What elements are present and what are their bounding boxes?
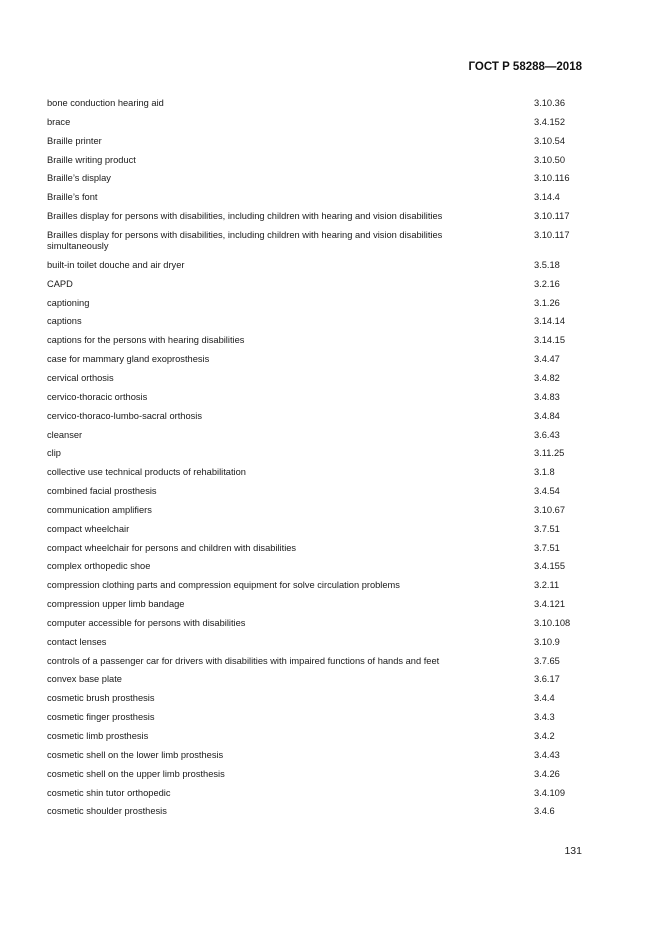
index-section-ref: 3.2.11 — [534, 580, 560, 591]
index-row — [47, 153, 582, 172]
index-term: computer accessible for persons with disabilities — [47, 617, 246, 628]
index-section-ref: 3.4.54 — [534, 486, 560, 497]
index-term: cosmetic shell on the upper limb prosthesis — [47, 768, 225, 779]
index-row — [47, 190, 582, 209]
index-section-ref: 3.14.14 — [534, 316, 566, 327]
index-section-ref: 3.4.6 — [534, 806, 555, 817]
index-row — [47, 767, 582, 786]
index-term: CAPD — [47, 278, 73, 289]
index-term: collective use technical products of rehabilitation — [47, 467, 246, 478]
index-section-ref: 3.4.83 — [534, 391, 560, 402]
index-term: convex base plate — [47, 674, 122, 685]
index-row — [47, 691, 582, 710]
index-section-ref: 3.6.17 — [534, 674, 560, 685]
index-term: cervico-thoracic orthosis — [47, 391, 148, 402]
index-term: cosmetic finger prosthesis — [47, 712, 155, 723]
index-term: Brailles display for persons with disabilities, including children with hearing and vision disabilities — [47, 211, 443, 222]
index-term: cleanser — [47, 429, 83, 440]
index-term: clip — [47, 448, 61, 459]
index-section-ref: 3.10.116 — [534, 173, 570, 184]
index-term: built-in toilet douche and air dryer — [47, 259, 185, 270]
index-term: captioning — [47, 297, 90, 308]
index-term: cosmetic limb prosthesis — [47, 731, 149, 741]
index-row — [47, 314, 582, 333]
index-section-ref: 3.5.18 — [534, 259, 560, 270]
index-row — [47, 277, 582, 296]
index-section-ref: 3.10.9 — [534, 636, 560, 647]
index-section-ref: 3.4.109 — [534, 787, 566, 798]
index-section-ref: 3.4.47 — [534, 354, 560, 365]
index-row — [47, 96, 582, 115]
index-row — [47, 171, 582, 190]
index-row — [47, 209, 582, 228]
index-section-ref: 3.10.117 — [534, 229, 570, 240]
index-row — [47, 258, 582, 277]
index-section-ref: 3.10.54 — [534, 135, 566, 146]
index-term: Braille writing product — [47, 154, 136, 165]
index-term: Brailles display for persons with disabilities, including children with hearing and vision disabilities simultaneously — [47, 229, 443, 252]
index-row — [47, 409, 582, 428]
index-section-ref: 3.14.4 — [534, 192, 560, 203]
index-row — [47, 428, 582, 447]
index-row — [47, 710, 582, 729]
index-term: bone conduction hearing aid — [47, 98, 164, 108]
standard-designation: ГОСТ Р 58288—2018 — [468, 61, 582, 73]
index-row — [47, 559, 582, 578]
index-term: case for mammary gland exoprosthesis — [47, 354, 210, 365]
index-section-ref: 3.10.50 — [534, 154, 566, 165]
index-row — [47, 503, 582, 522]
index-row — [47, 786, 582, 805]
index-term: compact wheelchair for persons and children with disabilities — [47, 542, 297, 553]
index-section-ref: 3.14.15 — [534, 335, 566, 346]
index-row — [47, 804, 582, 823]
index-term: captions for the persons with hearing disabilities — [47, 335, 245, 346]
index-row — [47, 333, 582, 352]
index-term: contact lenses — [47, 636, 107, 647]
index-row — [47, 115, 582, 134]
index-term: brace — [47, 116, 71, 127]
index-row — [47, 672, 582, 691]
index-row — [47, 390, 582, 409]
index-term: combined facial prosthesis — [47, 486, 157, 497]
index-term: captions — [47, 316, 82, 327]
index-term: compression clothing parts and compression equipment for solve circulation problems — [47, 580, 400, 591]
index-term: controls of a passenger car for drivers with disabilities with impaired functions of hands and feet — [47, 655, 440, 666]
index-section-ref: 3.7.51 — [534, 523, 560, 534]
index-section-ref: 3.10.117 — [534, 211, 570, 222]
index-section-ref: 3.2.16 — [534, 278, 560, 289]
index-row — [47, 654, 582, 673]
index-section-ref: 3.4.2 — [534, 731, 555, 741]
index-term: cosmetic shin tutor orthopedic — [47, 787, 171, 798]
index-section-ref: 3.7.65 — [534, 655, 560, 666]
index-term: communication amplifiers — [47, 504, 152, 515]
index-section-ref: 3.4.155 — [534, 561, 566, 572]
index-term: cervical orthosis — [47, 372, 114, 383]
index-row — [47, 729, 582, 748]
index-row — [47, 597, 582, 616]
index-row — [47, 465, 582, 484]
index-term: compression upper limb bandage — [47, 599, 185, 610]
index-row — [47, 541, 582, 560]
index-row — [47, 296, 582, 315]
index-row — [47, 446, 582, 465]
index-term: Braille’s display — [47, 173, 111, 184]
index-term: Braille printer — [47, 135, 102, 146]
index-section-ref: 3.10.108 — [534, 617, 571, 628]
index-section-ref: 3.4.152 — [534, 116, 566, 127]
index-section-ref: 3.4.121 — [534, 599, 566, 610]
index-row — [47, 616, 582, 635]
index-term: complex orthopedic shoe — [47, 561, 151, 572]
index-term: compact wheelchair — [47, 523, 130, 534]
index-section-ref: 3.4.4 — [534, 693, 555, 704]
index-section-ref: 3.1.26 — [534, 297, 560, 308]
index-row — [47, 134, 582, 153]
index-term: cosmetic shell on the lower limb prosthesis — [47, 749, 224, 760]
index-term: cervico-thoraco-lumbo-sacral orthosis — [47, 410, 203, 421]
page-number: 131 — [564, 845, 582, 857]
index-section-ref: 3.4.26 — [534, 768, 560, 779]
term-index-table — [47, 96, 582, 823]
index-section-ref: 3.1.8 — [534, 467, 555, 478]
index-section-ref: 3.10.36 — [534, 98, 566, 108]
index-section-ref: 3.7.51 — [534, 542, 560, 553]
index-term: cosmetic shoulder prosthesis — [47, 806, 167, 817]
index-row — [47, 371, 582, 390]
index-section-ref: 3.10.67 — [534, 504, 566, 515]
index-section-ref: 3.4.43 — [534, 749, 560, 760]
index-row — [47, 635, 582, 654]
index-section-ref: 3.4.82 — [534, 372, 560, 383]
index-row — [47, 484, 582, 503]
index-row — [47, 522, 582, 541]
index-section-ref: 3.11.25 — [534, 448, 565, 459]
index-row — [47, 748, 582, 767]
index-row — [47, 352, 582, 371]
index-section-ref: 3.4.3 — [534, 712, 555, 723]
index-term: Braille’s font — [47, 192, 98, 203]
index-term: cosmetic brush prosthesis — [47, 693, 155, 704]
index-row — [47, 228, 582, 258]
index-section-ref: 3.4.84 — [534, 410, 560, 421]
index-row — [47, 578, 582, 597]
index-section-ref: 3.6.43 — [534, 429, 560, 440]
